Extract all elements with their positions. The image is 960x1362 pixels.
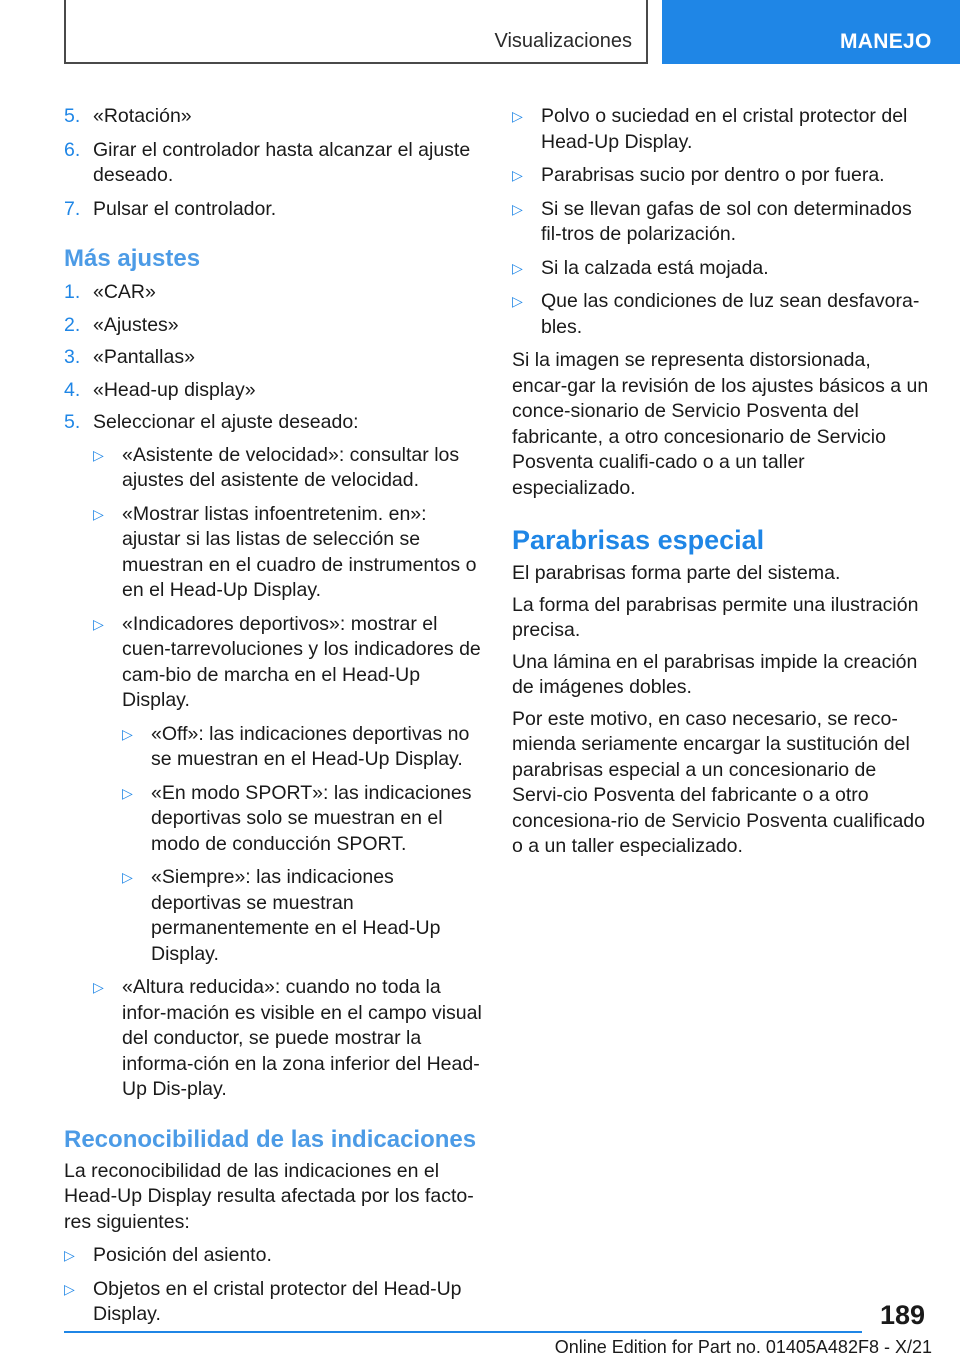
factor-text: Posición del asiento. — [93, 1244, 272, 1266]
list-item — [512, 256, 930, 282]
right-column — [512, 104, 930, 860]
triangle-bullet-icon: ▷ — [93, 505, 104, 522]
option-text: «Mostrar listas infoentretenim. en»: ajustar si las listas de selección se muestran en el cuadro de instrumentos o en el Head-Up Display. — [122, 502, 477, 601]
option-text: «Altura reducida»: cuando no toda la infor-mación es visible en el campo visual del conductor, se puede mostrar la informa-ción en la zona inferior del Head-Up Dis-play. — [122, 976, 482, 1100]
factor-list-right — [512, 104, 930, 340]
windshield-heading: Parabrisas especial — [512, 525, 765, 555]
list-item — [64, 1277, 482, 1328]
list-item — [64, 138, 482, 189]
option-text: «Indicadores deportivos»: mostrar el cuen-tarrevoluciones y los indicadores de cam-bio de marcha en el Head-Up Display. — [122, 612, 481, 711]
step-text: Girar el controlador hasta alcanzar el ajuste deseado. — [93, 138, 471, 186]
chapter-title: MANEJO — [840, 30, 932, 53]
list-item — [93, 612, 482, 714]
factor-text: Si se llevan gafas de sol con determinados fil-tros de polarización. — [541, 197, 912, 245]
factor-list-left — [64, 1243, 482, 1328]
triangle-bullet-icon: ▷ — [512, 200, 523, 217]
edition-text: Online Edition for Part no. 01405A482F8 - X/21 — [554, 1337, 932, 1357]
step-text: «CAR» — [93, 281, 156, 303]
list-item — [512, 289, 930, 340]
more-settings-heading: Más ajustes — [64, 245, 201, 272]
list-item — [93, 975, 482, 1103]
chapter-tab — [662, 0, 960, 64]
triangle-bullet-icon: ▷ — [93, 446, 104, 463]
list-item — [122, 865, 482, 967]
steps-list-a — [64, 104, 482, 222]
factor-text: Que las condiciones de luz sean desfavora-bles. — [541, 290, 920, 338]
windshield-paragraph: Una lámina en el parabrisas impide la creación de imágenes dobles. — [512, 650, 918, 698]
list-item — [512, 163, 930, 189]
list-item — [64, 378, 482, 404]
list-item — [64, 345, 482, 371]
list-item — [64, 280, 482, 306]
list-item — [512, 104, 930, 155]
step-number: 3. — [64, 346, 81, 368]
sport-option-text: «En modo SPORT»: las indicaciones deportivas solo se muestran en el modo de conducción SPORT. — [151, 781, 472, 855]
edition-line — [0, 1337, 960, 1358]
list-item — [64, 197, 482, 223]
step-number: 5. — [64, 105, 81, 127]
step-text: «Rotación» — [93, 105, 192, 127]
option-list — [64, 443, 482, 1103]
triangle-bullet-icon: ▷ — [512, 259, 523, 276]
distortion-note: Si la imagen se representa distorsionada, encar-gar la revisión de los ajustes básicos a un conce-sionario de Servicio Posventa del fabricante, a otro concesionario de Servicio Posventa cualifi-cado o a un taller especializado. — [512, 349, 929, 499]
list-item — [122, 722, 482, 773]
factor-text: Parabrisas sucio por dentro o por fuera. — [541, 164, 885, 186]
step-text: Pulsar el controlador. — [93, 197, 277, 220]
recognition-heading: Reconocibilidad de las indicaciones — [64, 1125, 477, 1153]
triangle-bullet-icon: ▷ — [93, 979, 104, 995]
triangle-bullet-icon: ▷ — [64, 1280, 75, 1297]
triangle-bullet-icon: ▷ — [512, 167, 523, 183]
triangle-bullet-icon: ▷ — [122, 784, 133, 801]
list-item — [93, 443, 482, 494]
triangle-bullet-icon: ▷ — [512, 293, 523, 309]
factor-text: Polvo o suciedad en el cristal protector del Head-Up Display. — [541, 105, 908, 153]
step-number: 2. — [64, 313, 81, 336]
left-column — [64, 104, 482, 1328]
list-item — [64, 104, 482, 130]
sport-option-text: «Siempre»: las indicaciones deportivas se muestran permanentemente en el Head-Up Display. — [151, 866, 441, 965]
list-item — [122, 781, 482, 858]
step-text: «Pantallas» — [93, 346, 195, 368]
triangle-bullet-icon: ▷ — [64, 1247, 75, 1263]
step-number: 1. — [64, 281, 81, 303]
windshield-paragraph: La forma del parabrisas permite una ilustración precisa. — [512, 593, 919, 641]
recognition-intro: La reconocibilidad de las indicaciones en el Head-Up Display resulta afectada por los facto-res siguientes: — [64, 1159, 474, 1233]
windshield-paragraph: El parabrisas forma parte del sistema. — [512, 562, 841, 584]
list-item — [64, 313, 482, 339]
option-text: «Asistente de velocidad»: consultar los ajustes del asistente de velocidad. — [122, 443, 460, 491]
page-number: 189 — [880, 1300, 926, 1330]
list-item — [64, 410, 482, 436]
footer-rule — [64, 1331, 862, 1333]
triangle-bullet-icon: ▷ — [512, 108, 523, 124]
triangle-bullet-icon: ▷ — [93, 615, 104, 632]
factor-text: Objetos en el cristal protector del Head-Up Display. — [93, 1277, 462, 1325]
list-item — [93, 502, 482, 604]
step-number: 7. — [64, 197, 81, 220]
triangle-bullet-icon: ▷ — [122, 869, 133, 885]
page-header — [0, 0, 960, 66]
section-header-box — [64, 0, 648, 64]
factor-text: Si la calzada está mojada. — [541, 256, 769, 279]
sport-option-text: «Off»: las indicaciones deportivas no se muestran en el Head-Up Display. — [151, 722, 470, 770]
step-number: 6. — [64, 138, 81, 161]
list-item — [512, 197, 930, 248]
section-title: Visualizaciones — [494, 30, 632, 52]
step-text: «Ajustes» — [93, 313, 179, 336]
step-text: Seleccionar el ajuste deseado: — [93, 411, 359, 433]
triangle-bullet-icon: ▷ — [122, 725, 133, 742]
steps-list-b — [64, 280, 482, 436]
step-number: 5. — [64, 411, 81, 433]
step-text: «Head-up display» — [93, 378, 256, 401]
step-number: 4. — [64, 378, 81, 401]
list-item — [64, 1243, 482, 1269]
windshield-paragraph: Por este motivo, en caso necesario, se reco-mienda seriamente encargar la sustitución del parabrisas especial a un concesionario de Servi-cio Posventa del fabricante o a otro concesiona-rio de Servicio Posventa cualificado o a un taller especializado. — [512, 707, 925, 857]
